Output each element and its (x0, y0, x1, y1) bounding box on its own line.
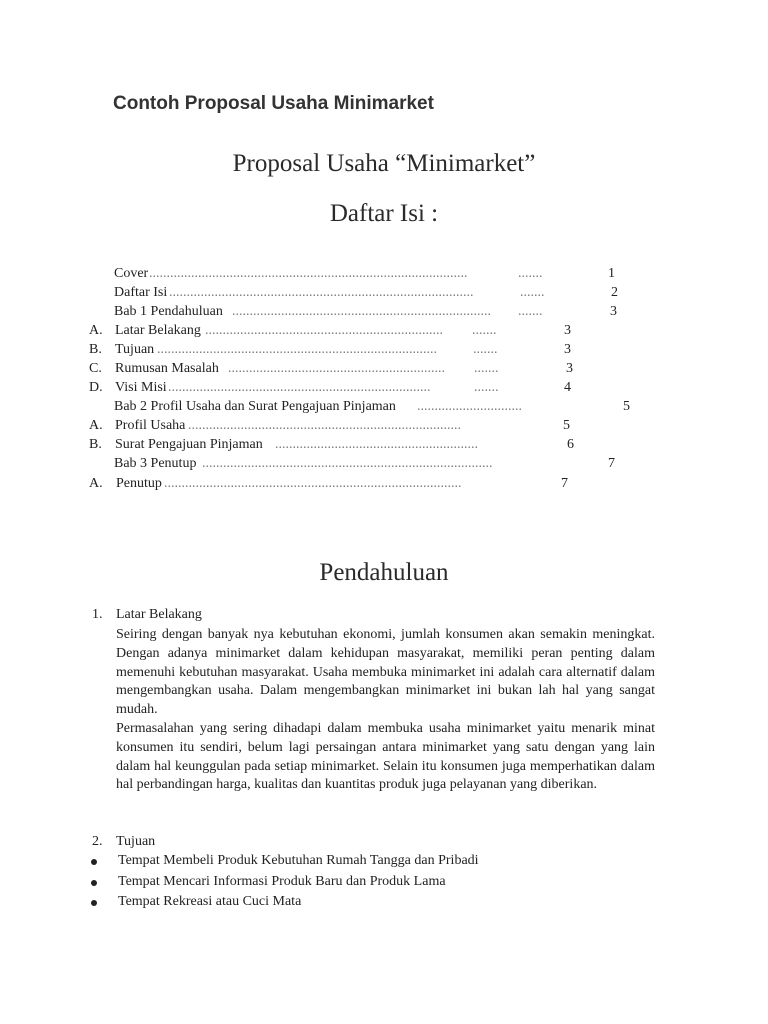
toc-dots: ....... (474, 361, 499, 376)
toc-page: 7 (608, 456, 615, 471)
toc-dots: .......................................................... (275, 437, 478, 452)
toc-row (0, 476, 768, 495)
toc-label: Penutup (116, 476, 162, 491)
document-heading: Contoh Proposal Usaha Minimarket (113, 93, 434, 114)
toc-row (0, 380, 768, 399)
toc-row (0, 437, 768, 456)
section-number: 1. (92, 607, 103, 622)
toc-marker: B. (89, 342, 102, 357)
bullet-icon (91, 900, 97, 906)
bullet-icon (91, 880, 97, 886)
toc-dots: ................................................................................ (157, 342, 437, 357)
toc-title: Daftar Isi : (329, 200, 439, 227)
section-heading: Latar Belakang (116, 607, 202, 622)
toc-dots: ....... (518, 304, 543, 319)
toc-marker: A. (89, 323, 103, 338)
toc-page: 3 (566, 361, 573, 376)
toc-row (0, 304, 768, 323)
toc-dots: .............................................................. (228, 361, 445, 376)
toc-marker: B. (89, 437, 102, 452)
toc-page: 3 (564, 342, 571, 357)
toc-label: Cover (114, 266, 149, 281)
toc-dots: ....... (472, 323, 497, 338)
list-item-text: Tempat Mencari Informasi Produk Baru dan Produk Lama (118, 874, 446, 889)
toc-page: 4 (564, 380, 571, 395)
toc-row (0, 342, 768, 361)
toc-dots: ....................................................................................... (169, 285, 474, 300)
toc-page: 2 (611, 285, 618, 300)
toc-dots: .............................. (417, 399, 522, 414)
toc-label: Tujuan (115, 342, 155, 357)
toc-dots: ........................................................................... (168, 380, 431, 395)
list-item-text: Tempat Membeli Produk Kebutuhan Rumah Tangga dan Pribadi (118, 853, 479, 868)
toc-page: 5 (623, 399, 630, 414)
toc-dots: ....... (473, 342, 498, 357)
toc-label: Bab 3 Penutup (114, 456, 197, 471)
toc-dots: .................................................................... (205, 323, 443, 338)
paragraph: Permasalahan yang sering dihadapi dalam membuka usaha minimarket yaitu menarik minat konsumen itu sendiri, belum lagi persaingan antara minimarket yang satu dengan yang lain dalam hal keunggulan pada setiap minimarket. Selain itu konsumen juga memperhatikan dalam hal perbandingan harga, kualitas dan kuantitas produk juga pelayanan yang diberikan. (116, 721, 655, 793)
toc-page: 3 (610, 304, 617, 319)
toc-label: Visi Misi (115, 380, 167, 395)
toc-page: 3 (564, 323, 571, 338)
toc-page: 5 (563, 418, 570, 433)
toc-row (0, 361, 768, 380)
toc-label: Latar Belakang (115, 323, 201, 338)
proposal-title: Proposal Usaha “Minimarket” (232, 150, 536, 177)
toc-dots: ....... (518, 266, 543, 281)
toc-dots: ....... (474, 380, 499, 395)
toc-row (0, 266, 768, 285)
section-title: Pendahuluan (319, 559, 449, 586)
toc-dots: ........................................................................................... (149, 266, 468, 281)
toc-label: Bab 1 Pendahuluan (114, 304, 223, 319)
section-heading: Tujuan (116, 834, 156, 849)
section-number: 2. (92, 834, 103, 849)
toc-marker: C. (89, 361, 102, 376)
toc-dots: .............................................................................. (188, 418, 461, 433)
toc-marker: D. (89, 380, 103, 395)
toc-row (0, 456, 768, 475)
paragraph: Seiring dengan banyak nya kebutuhan ekonomi, jumlah konsumen akan semakin meningkat. Dengan adanya minimarket dalam kehidupan masyarakat, memiliki peran penting dalam memenuhi kebutuhan masyarakat. Usaha membuka minimarket ini adalah cara alternatif dalam mengembangkan usaha. Dalam mengembangkan minimarket ini bukan lah hal yang sangat mudah. (116, 627, 655, 718)
toc-row (0, 323, 768, 342)
toc-page: 6 (567, 437, 574, 452)
toc-label: Profil Usaha (115, 418, 186, 433)
toc-row (0, 418, 768, 437)
toc-label: Daftar Isi (114, 285, 168, 300)
toc-label: Rumusan Masalah (115, 361, 219, 376)
toc-row (0, 399, 768, 418)
toc-marker: A. (89, 418, 103, 433)
toc-label: Surat Pengajuan Pinjaman (115, 437, 263, 452)
toc-dots: ................................................................................... (202, 456, 493, 471)
toc-page: 7 (561, 476, 568, 491)
toc-dots: ..................................................................................... (164, 476, 462, 491)
toc-page: 1 (608, 266, 615, 281)
toc-row (0, 285, 768, 304)
toc-label: Bab 2 Profil Usaha dan Surat Pengajuan Pinjaman (114, 399, 396, 414)
bullet-icon (91, 859, 97, 865)
toc-dots: ....... (520, 285, 545, 300)
toc-dots: .......................................................................... (232, 304, 491, 319)
toc-marker: A. (89, 476, 103, 491)
list-item-text: Tempat Rekreasi atau Cuci Mata (118, 894, 302, 909)
